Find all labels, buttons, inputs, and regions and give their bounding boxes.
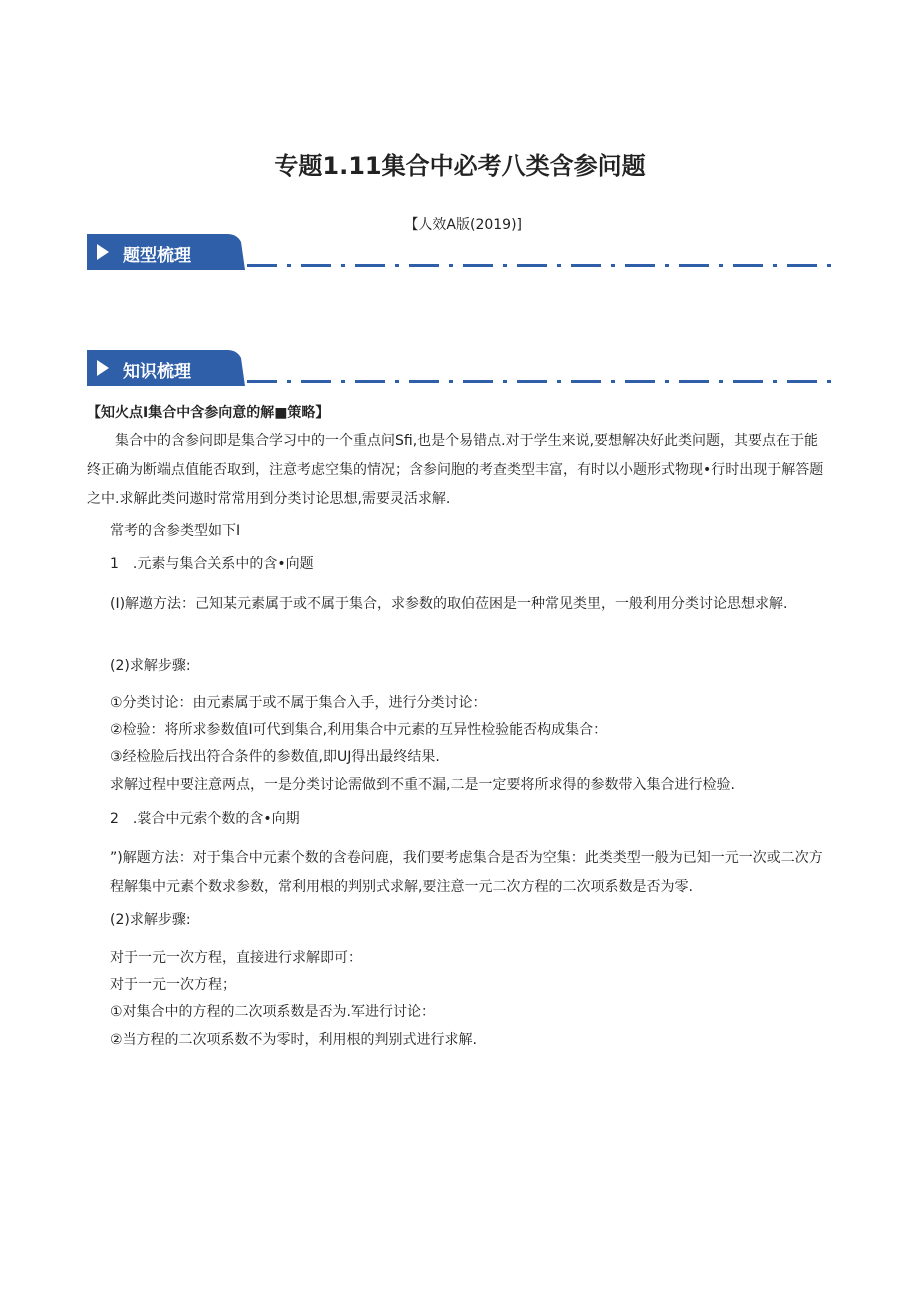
banner-label: 题型梳理	[123, 246, 191, 266]
dashed-divider	[247, 380, 835, 383]
edition-label: 【人效A版(2019)]	[404, 217, 522, 233]
section2-line1: 对于一元一次方程，直接进行求解即可：	[110, 950, 362, 966]
page-title: 专题1.11集合中必考八类含参问题	[274, 152, 646, 180]
section1-step2: ②检验：将所求参数值I可代到集合,利用集合中元素的互异性检验能否构成集合：	[110, 722, 608, 738]
section2-method: ”)解题方法：对于集合中元素个数的含卷问鹿，我们要考虑集合是否为空集：此类类型一般为已知一元一次或二次方程解集中元素个数求参数，常利用根的判别式求解,要注意一元二次方程的二次项系数是否为零.	[110, 850, 823, 895]
banner-label: 知识梳理	[123, 362, 191, 382]
banner-tixing	[87, 234, 835, 272]
dashed-divider	[247, 264, 835, 267]
section2-steps-title: (2)求解步骤:	[110, 912, 191, 928]
knowledge-heading: 【知火点I集合中含参向意的解■策略】	[87, 405, 330, 421]
section1-step3: ③经检脸后找出符合条件的参数值,即UJ得出最终结果.	[110, 749, 440, 765]
section1-note: 求解过程中要注意两点，一是分类讨论需做到不重不漏,二是一定要将所求得的参数带入集合进行检验.	[110, 777, 735, 793]
section1-step1: ①分类讨论：由元素属于或不属于集合入手，进行分类讨论：	[110, 695, 487, 711]
section2-line2: 对于一元一次方程；	[110, 977, 236, 993]
intro-paragraph: 集合中的含参问即是集合学习中的一个重点问Sfi,也是个易错点.对于学生来说,要想解决好此类问题，其要点在于能终正确为断端点值能否取到，注意考虑空集的情况；含参问胞的考查类型丰富，有时以小题形式物现•行时出现于解答题之中.求解此类问遨时常常用到分类讨论思想,需要灵活求解.	[87, 433, 824, 507]
section2-line4: ②当方程的二次项系数不为零时，利用根的判别式进行求解.	[110, 1032, 477, 1048]
section2-line3: ①对集合中的方程的二次项系数是否为.军进行讨论：	[110, 1004, 435, 1020]
section2-title: 2 .裳合中元索个数的含•向期	[110, 811, 300, 827]
play-arrow-icon	[97, 244, 109, 260]
banner-zhishi	[87, 350, 835, 388]
section1-title: 1 .元素与集合关系中的含•向题	[110, 556, 314, 572]
types-intro: 常考的含参类型如下I	[110, 523, 241, 539]
play-arrow-icon	[97, 360, 109, 376]
section1-method: (I)解遨方法：己知某元素属于或不属于集合，求参数的取伯莅困是一种常见类里，一般利用分类讨论思想求解.	[110, 596, 788, 612]
section1-steps-title: (2)求解步骤:	[110, 658, 191, 674]
